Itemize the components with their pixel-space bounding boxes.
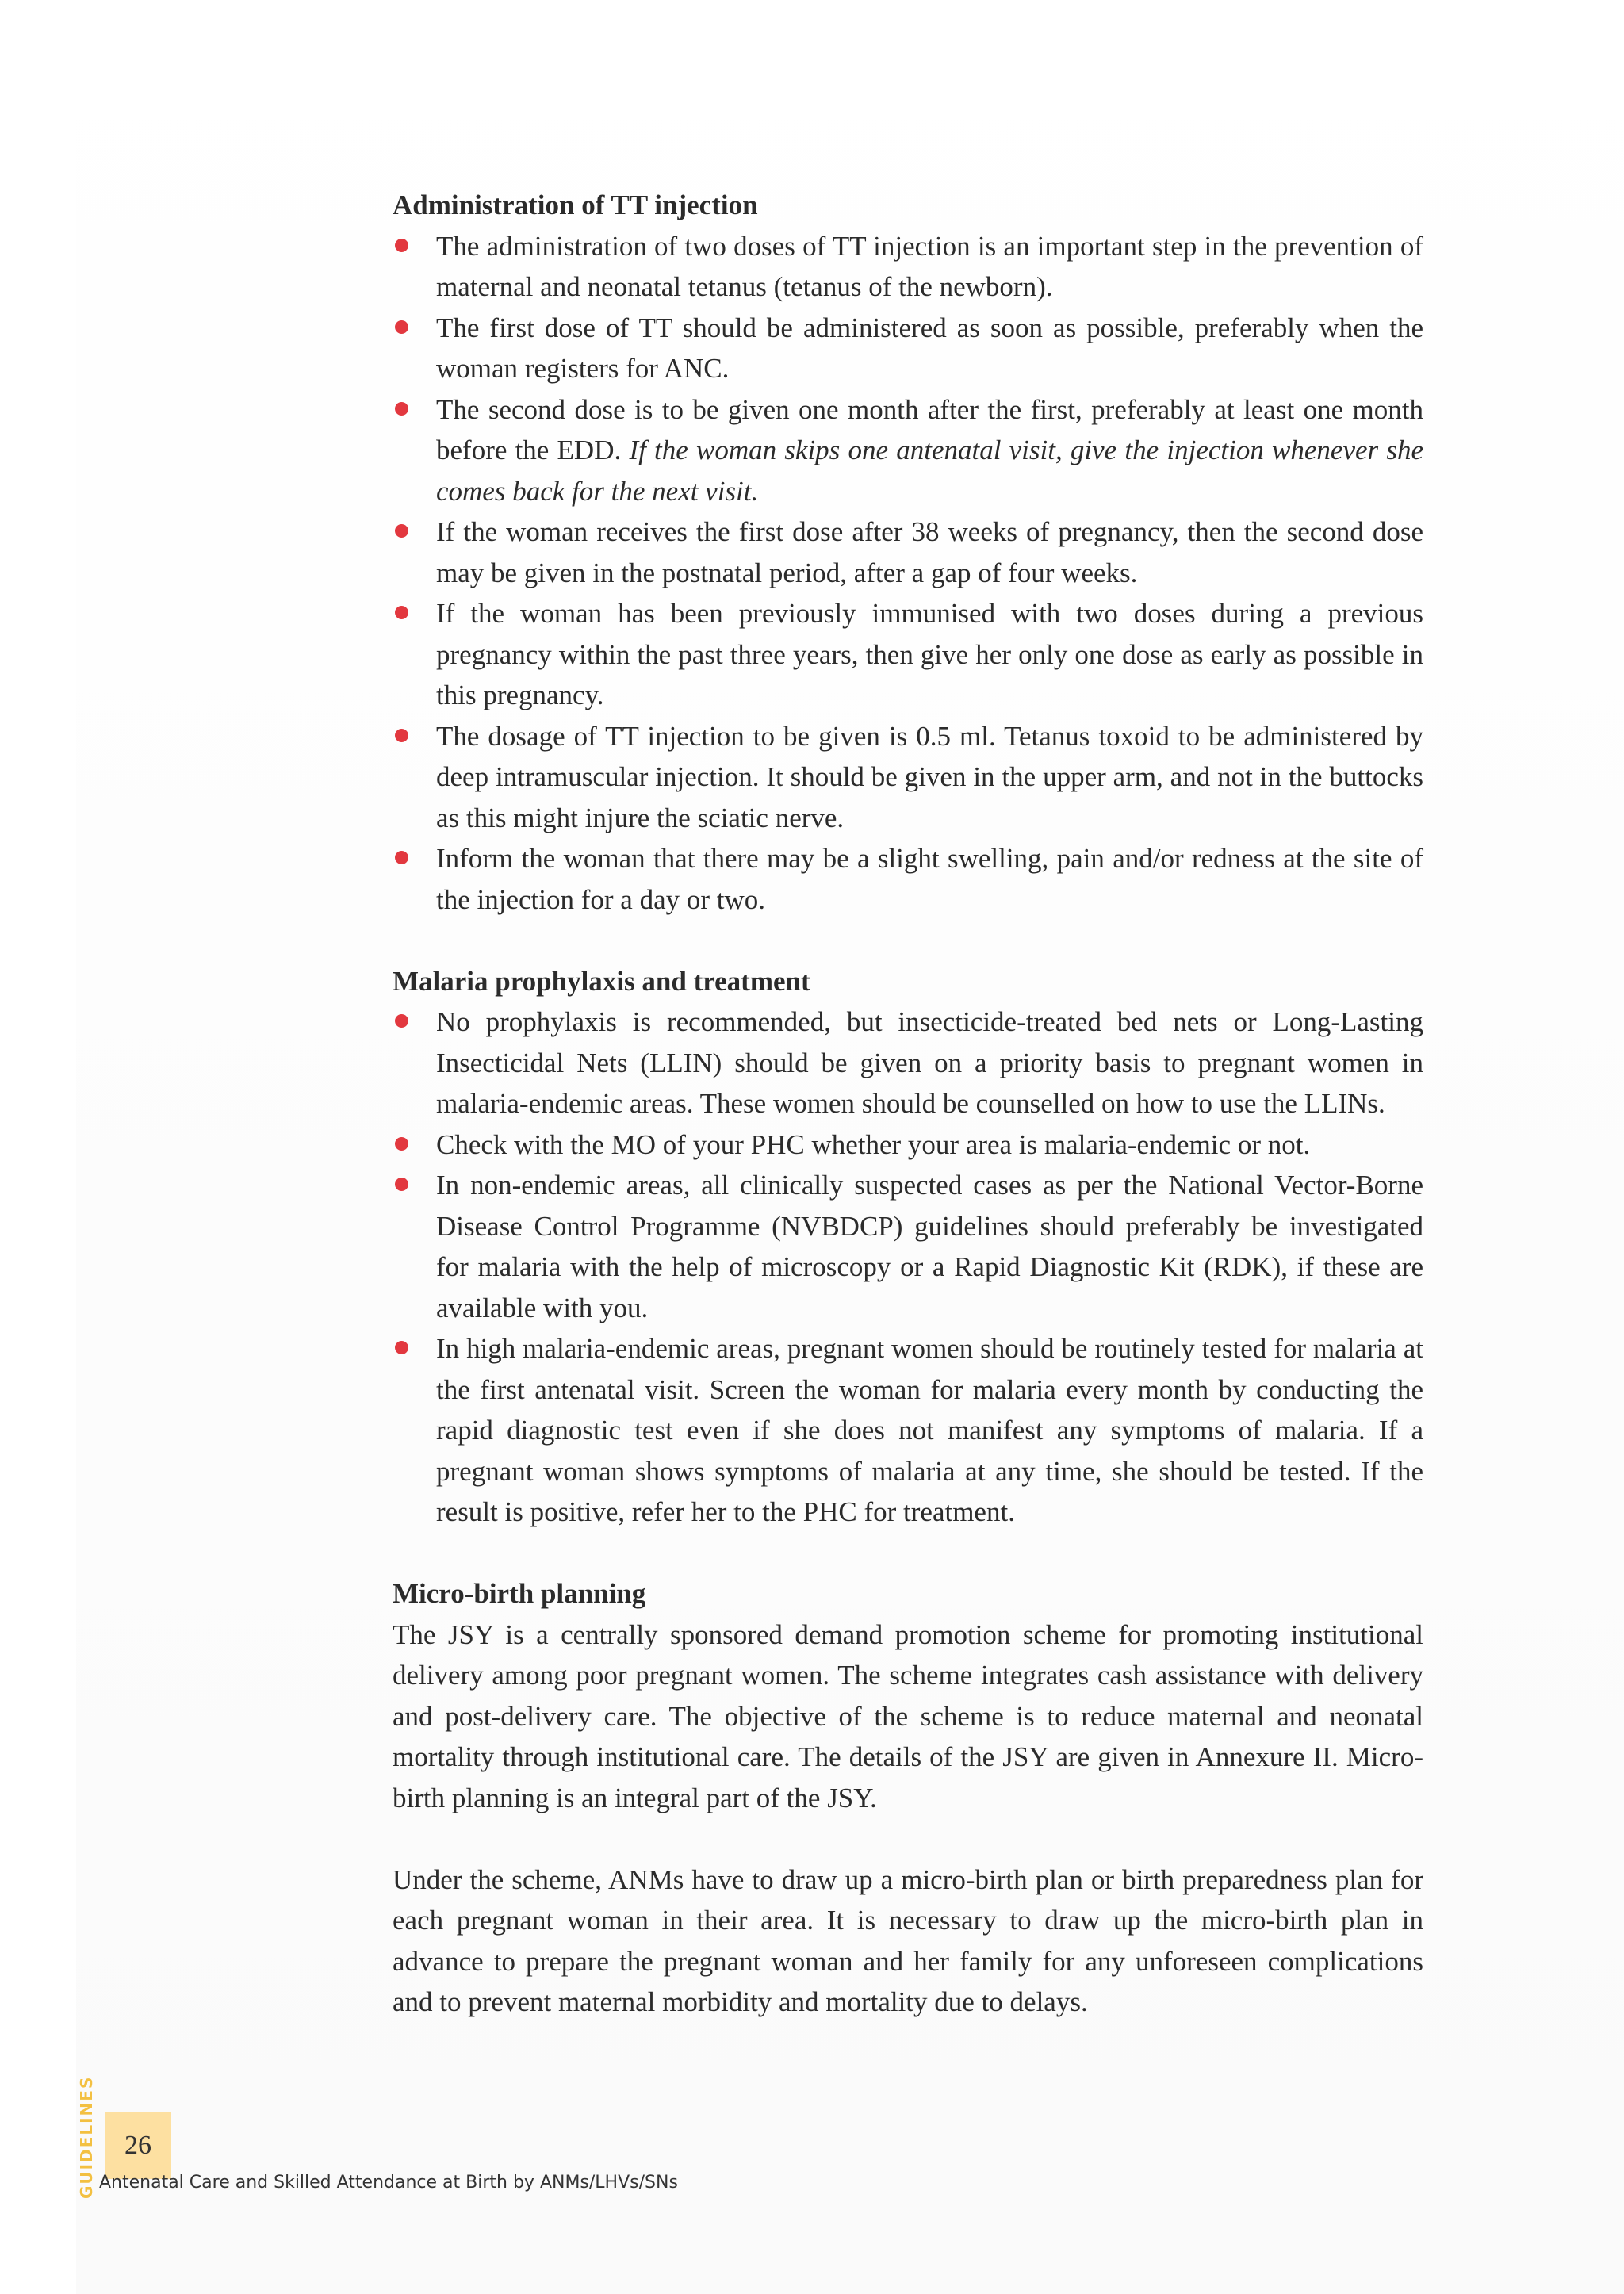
side-label-guidelines: GUIDELINES	[77, 2075, 96, 2199]
list-item: In non-endemic areas, all clinically suspected cases as per the National Vector-Borne Disease Control Programme (NVBDCP) guidelines should preferably be investigated for malaria with the help of microscopy or a Rapid Diagnostic Kit (RDK), if these are available with you.	[393, 1165, 1423, 1328]
bullet-icon	[395, 1137, 408, 1151]
bullet-icon	[395, 1014, 408, 1028]
page-number: 26	[105, 2112, 171, 2179]
section-heading-tt-injection: Administration of TT injection	[393, 190, 758, 220]
bullet-icon	[395, 320, 408, 334]
list-item: In high malaria-endemic areas, pregnant women should be routinely tested for malaria at the first antenatal visit. Screen the woman for malaria every month by conducting the rapid diagnostic test even if she does not manifest any symptoms of malaria. If a pregnant woman shows symptoms of malaria at any time, she should be tested. If the result is positive, refer her to the PHC for treatment.	[393, 1328, 1423, 1533]
section-heading-malaria: Malaria prophylaxis and treatment	[393, 965, 810, 997]
paragraph: Under the scheme, ANMs have to draw up a micro-birth plan or birth preparedness plan for each pregnant woman in their area. It is necessary to draw up the micro-birth plan in advance to prepare the pregnant woman and her family for any unforeseen complications and to prevent maternal morbidity and mortality due to delays.	[393, 1863, 1423, 2017]
bullet-icon	[395, 1178, 408, 1191]
bullet-icon	[395, 524, 408, 538]
section-spacer	[393, 1533, 1423, 1574]
malaria-list	[393, 1001, 1423, 1533]
paragraph-spacer	[393, 1818, 1423, 1859]
bullet-icon	[395, 851, 408, 864]
bullet-icon	[395, 606, 408, 619]
tt-injection-list	[393, 226, 1423, 921]
document-body	[393, 185, 1423, 2023]
list-item: Check with the MO of your PHC whether your area is malaria-endemic or not.	[393, 1124, 1423, 1166]
paragraph: The JSY is a centrally sponsored demand promotion scheme for promoting institutional delivery among poor pregnant women. The scheme integrates cash assistance with delivery and post-delivery care. The objective of the scheme is to reduce maternal and neonatal mortality through institutional care. The details of the JSY are given in Annexure II. Micro-birth planning is an integral part of the JSY.	[393, 1618, 1423, 1813]
list-item: No prophylaxis is recommended, but insecticide-treated bed nets or Long-Lasting Insecticidal Nets (LLIN) should be given on a priority basis to pregnant women in malaria-endemic areas. These women should be counselled on how to use the LLINs.	[393, 1001, 1423, 1124]
list-item: The administration of two doses of TT injection is an important step in the prevention of maternal and neonatal tetanus (tetanus of the newborn).	[393, 226, 1423, 308]
list-item: The first dose of TT should be administered as soon as possible, preferably when the woman registers for ANC.	[393, 308, 1423, 389]
section-spacer	[393, 920, 1423, 961]
list-item: The second dose is to be given one month after the first, preferably at least one month before the EDD. If the woman skips one antenatal visit, give the injection whenever she comes back for the next visit.	[393, 389, 1423, 512]
bullet-icon	[395, 402, 408, 416]
footer-title: Antenatal Care and Skilled Attendance at Birth by ANMs/LHVs/SNs	[99, 2173, 678, 2193]
bullet-icon	[395, 729, 408, 742]
bullet-icon	[395, 1341, 408, 1354]
list-item: If the woman has been previously immunised with two doses during a previous pregnancy within the past three years, then give her only one dose as early as possible in this pregnancy.	[393, 593, 1423, 716]
bullet-icon	[395, 239, 408, 252]
list-item: Inform the woman that there may be a slight swelling, pain and/or redness at the site of the injection for a day or two.	[393, 838, 1423, 920]
italic-note: If the woman skips one antenatal visit, give the injection whenever she comes back for the next visit.	[436, 435, 1424, 507]
list-item: The dosage of TT injection to be given is 0.5 ml. Tetanus toxoid to be administered by deep intramuscular injection. It should be given in the upper arm, and not in the buttocks as this might injure the sciatic nerve.	[393, 716, 1423, 839]
section-heading-micro-birth: Micro-birth planning	[393, 1578, 646, 1609]
list-item: If the woman receives the first dose after 38 weeks of pregnancy, then the second dose may be given in the postnatal period, after a gap of four weeks.	[393, 511, 1423, 593]
